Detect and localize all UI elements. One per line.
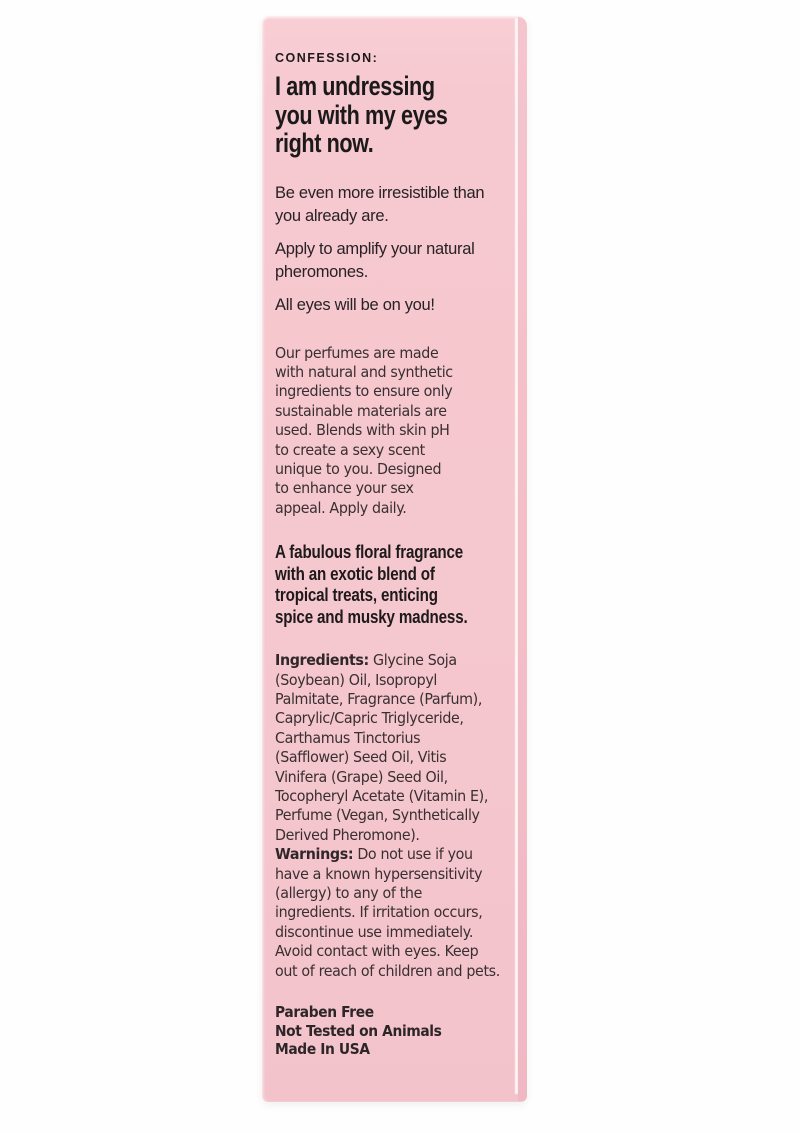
- warnings-line: have a known hypersensitivity: [275, 864, 483, 883]
- ingredients-line: Glycine Soja: [368, 651, 457, 670]
- warnings-line: Avoid contact with eyes. Keep: [275, 942, 479, 961]
- fragrance-paragraph: [275, 541, 497, 627]
- fragrance-line: spice and musky madness.: [275, 605, 468, 627]
- taglines-section: [275, 182, 497, 317]
- description-line: to enhance your sex: [275, 479, 414, 498]
- box-front-panel: [262, 16, 527, 1102]
- ingredients-line: Derived Pheromone).: [275, 825, 420, 844]
- headline: [275, 72, 497, 158]
- tagline-amplify: [275, 238, 497, 284]
- box-side-panel: [518, 17, 527, 1101]
- ingredients-line: (Safflower) Seed Oil, Vitis: [275, 748, 447, 767]
- fragrance-line: with an exotic blend of: [275, 562, 435, 584]
- description-line: sustainable materials are: [275, 401, 447, 420]
- ingredients-line: Carthamus Tinctorius: [275, 728, 421, 747]
- ingredients-line: Perfume (Vegan, Synthetically: [275, 806, 480, 825]
- description-line: used. Blends with skin pH: [275, 421, 450, 440]
- description-line: with natural and synthetic: [275, 362, 453, 381]
- ingredients-line: Vinifera (Grape) Seed Oil,: [275, 767, 448, 786]
- warnings-paragraph: [275, 845, 500, 981]
- description-line: unique to you. Designed: [275, 459, 442, 478]
- warnings-line: (allergy) to any of the: [275, 884, 423, 903]
- fragrance-line: A fabulous floral fragrance: [275, 541, 464, 563]
- claims-list: [275, 1003, 497, 1059]
- tagline-line: pheromones.: [275, 262, 369, 281]
- headline-line: I am undressing: [275, 71, 435, 101]
- warnings-label: Warnings:: [275, 845, 354, 864]
- warnings-line: out of reach of children and pets.: [275, 961, 500, 980]
- tagline-line: Be even more irresistible than: [275, 183, 485, 202]
- warnings-first-line: [275, 845, 479, 864]
- tagline-line: All eyes will be on you!: [275, 295, 435, 314]
- claim-not-tested: Not Tested on Animals: [275, 1021, 442, 1040]
- product-box: [262, 16, 527, 1102]
- description-paragraph: [275, 344, 497, 519]
- tagline-line: you already are.: [275, 206, 389, 225]
- ingredients-label: Ingredients:: [275, 651, 369, 670]
- fragrance-line: tropical treats, enticing: [275, 584, 438, 606]
- claim-made-in-usa: Made In USA: [275, 1040, 370, 1059]
- ingredients-paragraph: [275, 651, 497, 845]
- ingredients-first-line: [275, 651, 479, 670]
- confession-label: CONFESSION:: [275, 51, 379, 65]
- description-line: appeal. Apply daily.: [275, 498, 407, 517]
- warnings-line: Do not use if you: [353, 845, 473, 864]
- description-line: to create a sexy scent: [275, 440, 425, 459]
- description-line: Our perfumes are made: [275, 343, 439, 362]
- claim-paraben-free: Paraben Free: [275, 1003, 374, 1022]
- warnings-line: discontinue use immediately.: [275, 922, 473, 941]
- headline-line: you with my eyes: [275, 99, 448, 130]
- ingredients-line: Caprylic/Capric Triglyceride,: [275, 709, 464, 728]
- tagline-line: Apply to amplify your natural: [275, 239, 475, 258]
- ingredients-line: (Soybean) Oil, Isopropyl: [275, 670, 438, 689]
- description-line: ingredients to ensure only: [275, 382, 453, 401]
- ingredients-line: Tocopheryl Acetate (Vitamin E),: [275, 787, 489, 805]
- tagline-all-eyes: [275, 294, 497, 317]
- warnings-line: ingredients. If irritation occurs,: [275, 903, 483, 922]
- tagline-irresistible: [275, 182, 497, 228]
- headline-line: right now.: [275, 128, 374, 158]
- ingredients-line: Palmitate, Fragrance (Parfum),: [275, 689, 483, 708]
